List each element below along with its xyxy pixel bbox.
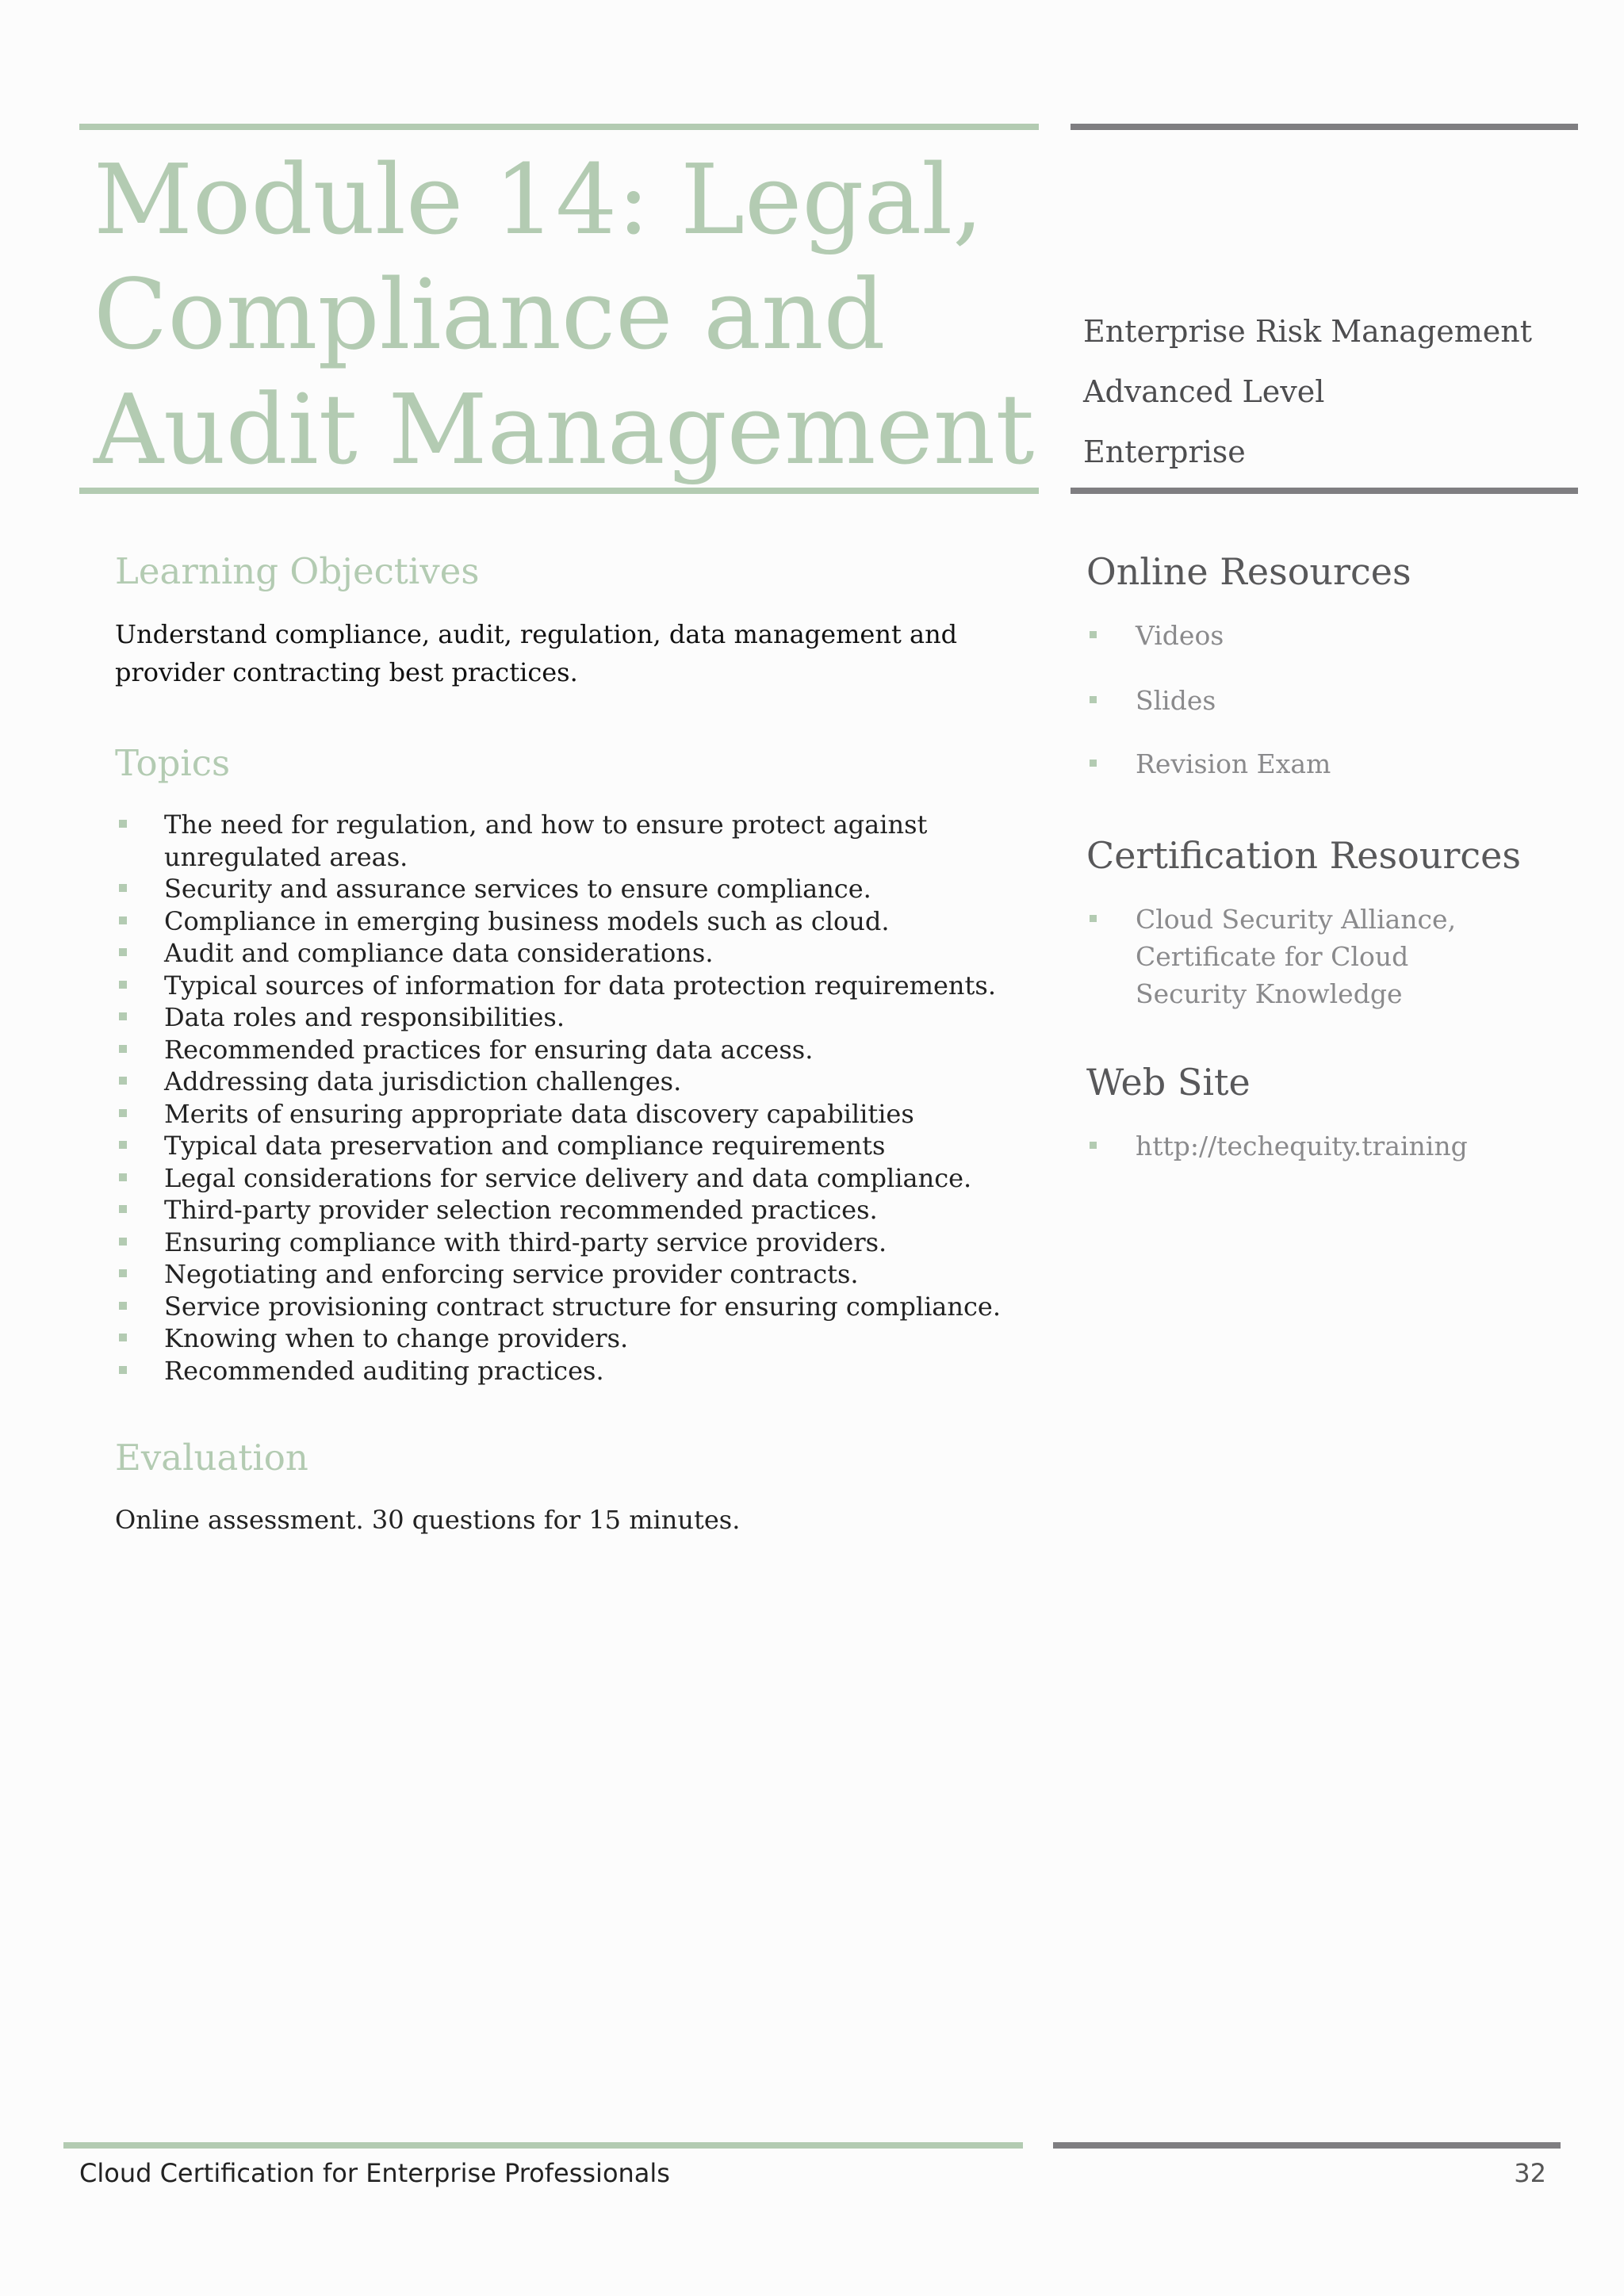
bullet-icon (119, 981, 127, 989)
topic-item (115, 1355, 1019, 1387)
course-name: Enterprise Risk Management (1083, 314, 1532, 349)
bullet-icon (119, 1366, 127, 1374)
page-number: 32 (1514, 2158, 1546, 2188)
bullet-icon (119, 1109, 127, 1117)
topic-text: Recommended practices for ensuring data access. (164, 1034, 814, 1065)
bullet-icon (119, 1173, 127, 1181)
bullet-icon (119, 1334, 127, 1341)
topic-item (115, 1130, 1019, 1162)
topic-text: Legal considerations for service delivery and data compliance. (164, 1162, 972, 1193)
topics-heading: Topics (115, 742, 231, 784)
course-level: Advanced Level (1083, 374, 1325, 409)
learning-objectives-heading: Learning Objectives (115, 550, 480, 592)
course-meta (1083, 301, 1532, 482)
bullet-icon (119, 1077, 127, 1085)
title-line: Module 14: Legal, (94, 144, 984, 256)
certification-csa-link[interactable] (1088, 901, 1516, 1012)
bullet-icon (119, 916, 127, 924)
resource-videos-link[interactable] (1088, 617, 1532, 654)
topic-text: Data roles and responsibilities. (164, 1002, 565, 1032)
web-site-link[interactable] (1088, 1127, 1532, 1165)
meta-top-rule (1071, 124, 1578, 130)
bullet-icon (1090, 1142, 1097, 1149)
evaluation-text: Online assessment. 30 questions for 15 minutes. (115, 1505, 741, 1535)
web-site-list (1088, 1127, 1532, 1165)
topic-text: Recommended auditing practices. (164, 1355, 604, 1386)
certification-resources-list (1088, 901, 1516, 1012)
online-resources-list (1088, 617, 1532, 783)
topic-text: The need for regulation, and how to ensure protect against unregulated areas. (164, 809, 928, 872)
topic-text: Merits of ensuring appropriate data discovery capabilities (164, 1098, 914, 1129)
title-line: Compliance and (94, 258, 886, 371)
resource-label: Slides (1136, 685, 1216, 716)
online-resources-heading: Online Resources (1086, 550, 1411, 593)
topic-item (115, 809, 1019, 873)
title-bottom-rule (79, 488, 1039, 494)
topic-text: Typical data preservation and compliance requirements (164, 1131, 886, 1161)
certification-label: Cloud Security Alliance, Certificate for Cloud Security Knowledge (1136, 904, 1457, 1009)
title-top-rule (79, 124, 1039, 130)
bullet-icon (119, 1205, 127, 1213)
resource-label: Revision Exam (1136, 748, 1331, 779)
footer-title: Cloud Certification for Enterprise Professionals (79, 2158, 670, 2188)
title-line: Audit Management (94, 373, 1035, 486)
topic-item (115, 873, 1019, 905)
topic-item (115, 905, 1019, 938)
footer-right-rule (1053, 2142, 1561, 2149)
topic-text: Service provisioning contract structure for ensuring compliance. (164, 1291, 1002, 1322)
topic-text: Negotiating and enforcing service provider contracts. (164, 1259, 859, 1289)
topic-item (115, 1322, 1019, 1355)
topic-text: Audit and compliance data considerations. (164, 938, 714, 968)
topic-text: Third-party provider selection recommended practices. (164, 1195, 878, 1225)
topic-item (115, 1226, 1019, 1259)
bullet-icon (119, 1012, 127, 1020)
learning-objectives-text: Understand compliance, audit, regulation, data management and provider contracting best practices. (115, 619, 958, 687)
topic-item (115, 970, 1019, 1002)
bullet-icon (119, 1269, 127, 1277)
bullet-icon (119, 1045, 127, 1053)
topic-item (115, 1098, 1019, 1131)
bullet-icon (119, 1238, 127, 1246)
meta-bottom-rule (1071, 488, 1578, 494)
topic-text: Typical sources of information for data protection requirements. (164, 970, 996, 1001)
topic-item (115, 1034, 1019, 1066)
topics-list (115, 809, 1019, 1387)
certification-resources-heading: Certification Resources (1086, 834, 1521, 877)
topic-text: Knowing when to change providers. (164, 1323, 629, 1353)
bullet-icon (119, 1141, 127, 1149)
bullet-icon (119, 948, 127, 956)
topic-item (115, 1066, 1019, 1098)
topic-text: Addressing data jurisdiction challenges. (164, 1066, 682, 1096)
bullet-icon (1090, 631, 1097, 638)
footer-left-rule (63, 2142, 1023, 2149)
evaluation-heading: Evaluation (115, 1437, 308, 1479)
topic-item (115, 1194, 1019, 1226)
topic-item (115, 1001, 1019, 1034)
bullet-icon (1090, 696, 1097, 703)
bullet-icon (119, 1302, 127, 1310)
bullet-icon (1090, 760, 1097, 767)
resource-revision-exam-link[interactable] (1088, 745, 1532, 783)
topic-text: Ensuring compliance with third-party service providers. (164, 1226, 887, 1257)
topic-item (115, 1258, 1019, 1291)
web-site-heading: Web Site (1086, 1061, 1251, 1104)
bullet-icon (119, 884, 127, 892)
bullet-icon (119, 820, 127, 828)
topic-item (115, 937, 1019, 970)
topic-item (115, 1162, 1019, 1195)
bullet-icon (1090, 915, 1097, 922)
web-site-url: http://techequity.training (1136, 1131, 1468, 1161)
topic-text: Security and assurance services to ensure compliance. (164, 874, 871, 904)
resource-slides-link[interactable] (1088, 682, 1532, 719)
topic-text: Compliance in emerging business models such as cloud. (164, 905, 890, 936)
topic-item (115, 1291, 1019, 1323)
resource-label: Videos (1136, 620, 1224, 651)
page-title (94, 143, 1035, 488)
course-audience: Enterprise (1083, 434, 1246, 469)
